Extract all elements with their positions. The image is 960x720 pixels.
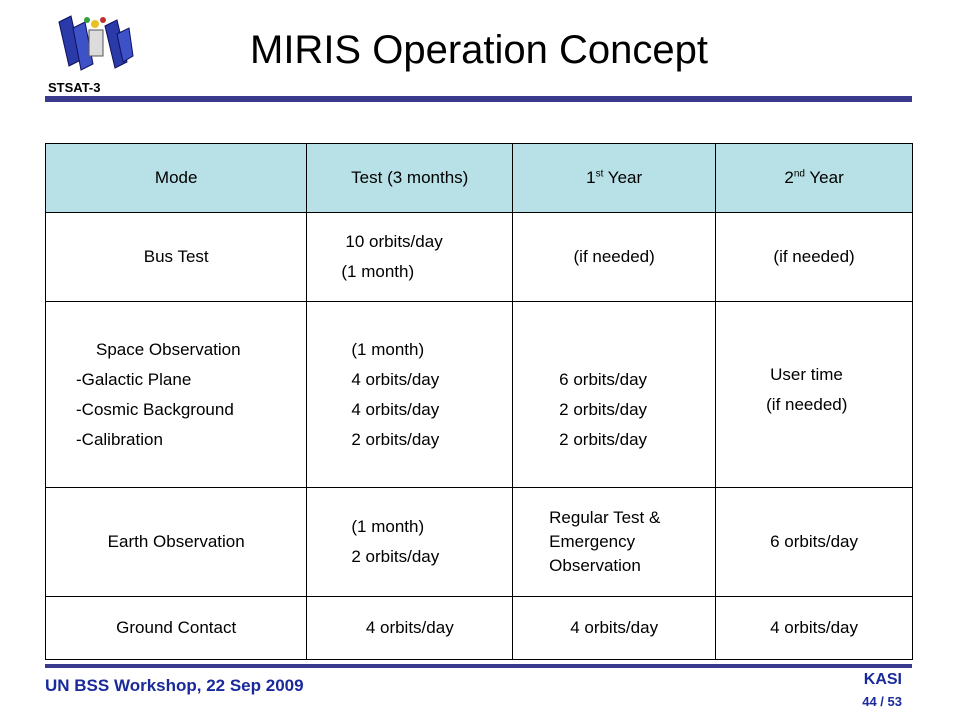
logo-label: STSAT-3 [48,80,101,95]
page-number: 44 / 53 [862,694,902,709]
operation-table [45,143,913,660]
header-rule [45,96,912,102]
bus-year2: (if needed) [716,213,913,302]
ground-test: 4 orbits/day [307,597,513,660]
earth-mode: Earth Observation [46,488,307,597]
satellite-icon [55,12,135,82]
bus-mode: Bus Test [46,213,307,302]
table-row [46,597,913,660]
earth-test: (1 month) 2 orbits/day [307,488,513,597]
space-year2: User time (if needed) [716,302,913,488]
page-title: MIRIS Operation Concept [250,28,708,72]
earth-year2: 6 orbits/day [716,488,913,597]
earth-year1: Regular Test & Emergency Observation [513,488,716,597]
table-row [46,488,913,597]
space-mode: Space Observation -Galactic Plane -Cosmic Background -Calibration [46,302,307,488]
table-row [46,213,913,302]
footer-event: UN BSS Workshop, 22 Sep 2009 [45,676,304,695]
header-test: Test (3 months) [307,144,513,213]
ground-year1: 4 orbits/day [513,597,716,660]
header-year1: 1st Year [513,144,716,213]
bus-year1: (if needed) [513,213,716,302]
table-row [46,302,913,488]
header-mode: Mode [46,144,307,213]
ground-mode: Ground Contact [46,597,307,660]
ground-year2: 4 orbits/day [716,597,913,660]
footer-org: KASI [863,671,902,688]
space-test: (1 month) 4 orbits/day 4 orbits/day 2 orbits/day [307,302,513,488]
bus-test: 10 orbits/day (1 month) [307,213,513,302]
space-year1: 6 orbits/day 2 orbits/day 2 orbits/day [513,302,716,488]
footer-rule [45,664,912,668]
table-header-row [46,144,913,213]
header-year2: 2nd Year [716,144,913,213]
